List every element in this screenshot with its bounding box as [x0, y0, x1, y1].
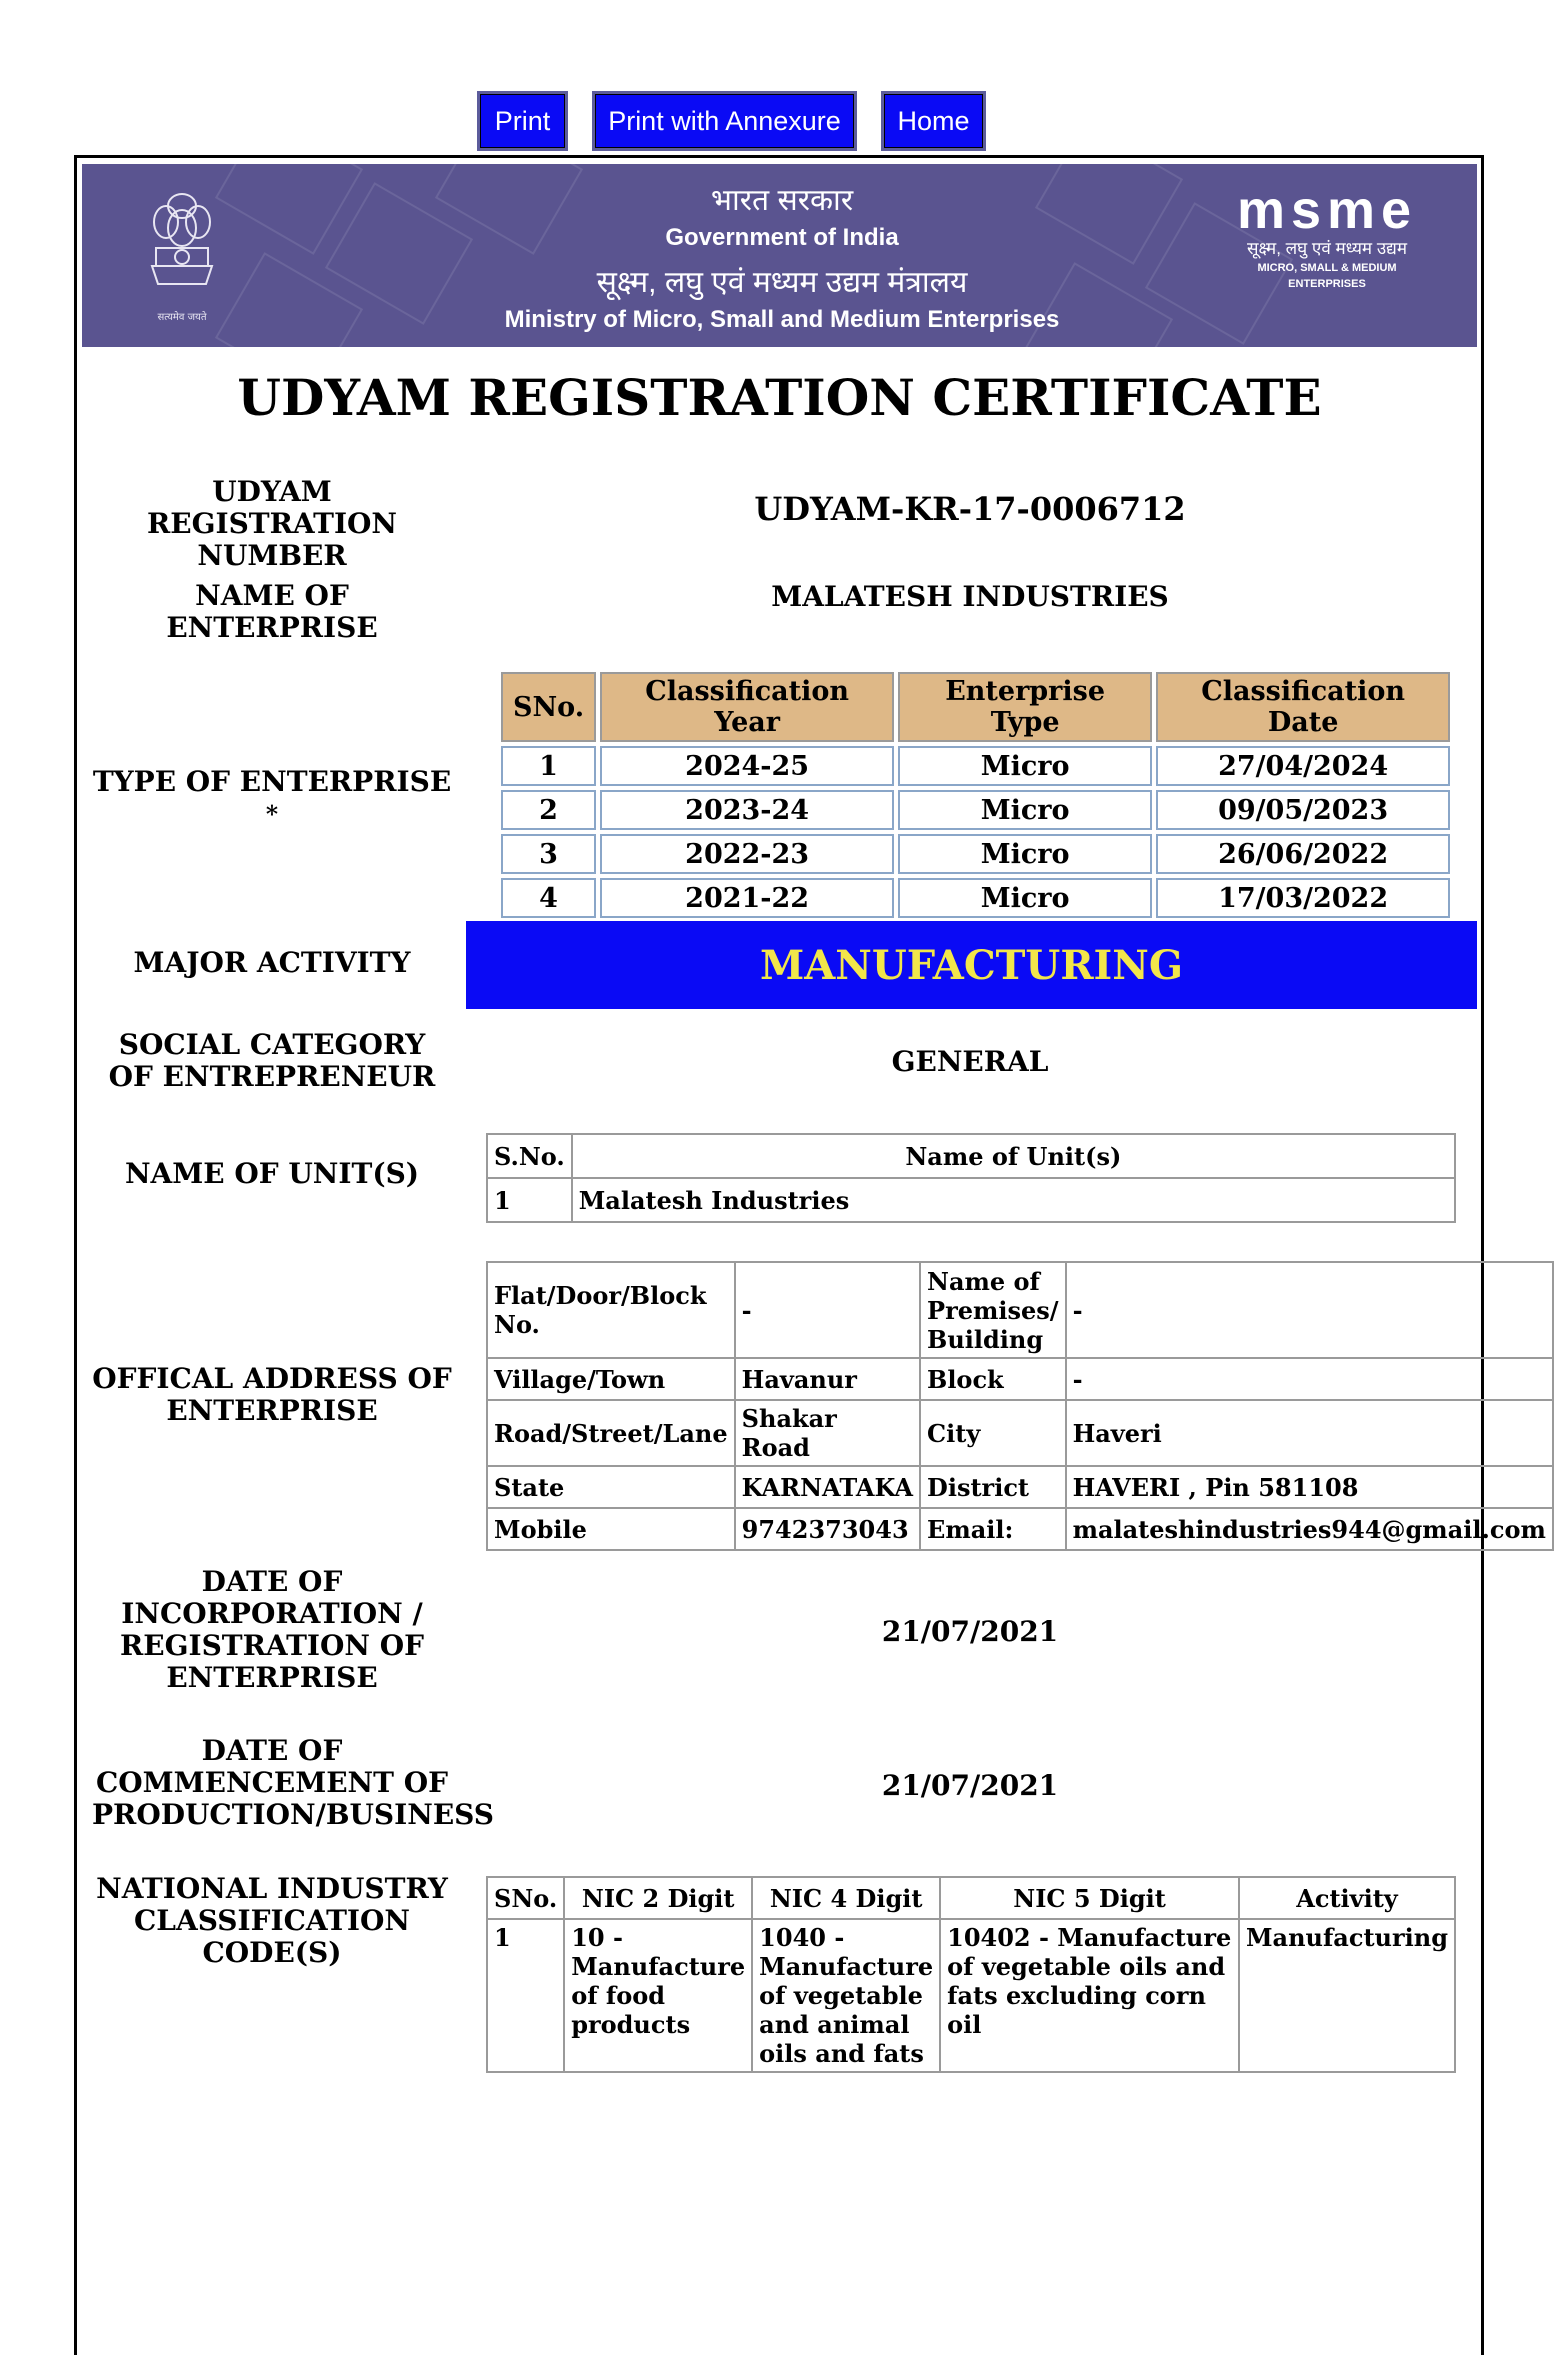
cell-date: 17/03/2022: [1156, 878, 1450, 918]
block-value: -: [1066, 1358, 1553, 1400]
cell-nic-2: 10 - Manufacture of food products: [564, 1919, 752, 2072]
unit-names-table: [486, 1133, 1456, 1223]
mobile-label: Mobile: [487, 1508, 735, 1550]
city-value: Haveri: [1066, 1400, 1553, 1466]
col-sno: S.No.: [487, 1134, 572, 1178]
enterprise-name-value: MALATESH INDUSTRIES: [771, 580, 1169, 613]
flat-label: Flat/Door/Block No.: [487, 1262, 735, 1358]
certificate-title: UDYAM REGISTRATION CERTIFICATE: [237, 368, 1322, 427]
table-row: [487, 1262, 1553, 1358]
cell-year: 2022-23: [600, 834, 894, 874]
reg-number-label: UDYAM REGISTRATION NUMBER: [146, 475, 398, 572]
print-with-annexure-button[interactable]: Print with Annexure: [592, 91, 857, 151]
home-button[interactable]: Home: [881, 91, 986, 151]
ministry-banner: [82, 164, 1477, 347]
road-value: Shakar Road: [735, 1400, 920, 1466]
table-row: [487, 1400, 1553, 1466]
banner-govt-of-india: Government of India: [665, 224, 899, 251]
type-label-text: TYPE OF ENTERPRISE: [92, 765, 452, 798]
col-unit-name: Name of Unit(s): [572, 1134, 1455, 1178]
road-label: Road/Street/Lane: [487, 1400, 735, 1466]
social-category-label: SOCIAL CATEGORY OF ENTREPRENEUR: [108, 1028, 436, 1093]
major-activity-value: MANUFACTURING: [466, 921, 1477, 1009]
cell-year: 2023-24: [600, 790, 894, 830]
cell-type: Micro: [898, 790, 1152, 830]
col-nic-2: NIC 2 Digit: [564, 1877, 752, 1919]
classification-table: [497, 668, 1454, 922]
cell-sno: 1: [487, 1919, 564, 2072]
premises-value: -: [1066, 1262, 1553, 1358]
table-row: [487, 1466, 1553, 1508]
flat-value: -: [735, 1262, 920, 1358]
cell-date: 27/04/2024: [1156, 746, 1450, 786]
village-value: Havanur: [735, 1358, 920, 1400]
banner-ministry: Ministry of Micro, Small and Medium Enterprises: [504, 306, 1060, 333]
col-enterprise-type: Enterprise Type: [898, 672, 1152, 742]
district-value: HAVERI , Pin 581108: [1066, 1466, 1553, 1508]
print-button[interactable]: Print: [477, 91, 568, 151]
cell-date: 26/06/2022: [1156, 834, 1450, 874]
msme-logo-text: msme: [1236, 180, 1418, 240]
reg-number-value: UDYAM-KR-17-0006712: [754, 490, 1186, 528]
cell-nic-4: 1040 - Manufacture of vegetable and animal oils and fats: [752, 1919, 940, 2072]
msme-logo: [1222, 182, 1432, 292]
table-row: [487, 1358, 1553, 1400]
commencement-date-label: DATE OF COMMENCEMENT OF PRODUCTION/BUSINESS: [92, 1734, 495, 1831]
enterprise-name-label: NAME OF ENTERPRISE: [166, 579, 378, 644]
table-row: [487, 1178, 1455, 1222]
col-nic-4: NIC 4 Digit: [752, 1877, 940, 1919]
mobile-value: 9742373043: [735, 1508, 920, 1550]
nic-codes-label: NATIONAL INDUSTRY CLASSIFICATION CODE(S): [96, 1872, 448, 1969]
incorporation-date-value: 21/07/2021: [881, 1615, 1059, 1648]
table-row: [487, 1919, 1455, 2072]
unit-names-label: NAME OF UNIT(S): [124, 1157, 420, 1190]
national-emblem-icon: [142, 184, 222, 324]
village-label: Village/Town: [487, 1358, 735, 1400]
address-table: [486, 1261, 1554, 1551]
state-label: State: [487, 1466, 735, 1508]
block-label: Block: [920, 1358, 1066, 1400]
banner-hindi-govt: भारत सरकार: [710, 184, 854, 217]
table-row: [501, 790, 1450, 830]
cell-sno: 3: [501, 834, 596, 874]
cell-activity: Manufacturing: [1239, 1919, 1455, 2072]
cell-sno: 2: [501, 790, 596, 830]
incorporation-date-label: DATE OF INCORPORATION / REGISTRATION OF ENTERPRISE: [119, 1565, 425, 1694]
col-sno: SNo.: [487, 1877, 564, 1919]
col-activity: Activity: [1239, 1877, 1455, 1919]
banner-hindi-ministry: सूक्ष्म, लघु एवं मध्यम उद्यम मंत्रालय: [596, 266, 968, 299]
cell-year: 2024-25: [600, 746, 894, 786]
table-row: [501, 746, 1450, 786]
state-value: KARNATAKA: [735, 1466, 920, 1508]
cell-sno: 1: [501, 746, 596, 786]
nic-codes-table: [486, 1876, 1456, 2073]
cell-sno: 1: [487, 1178, 572, 1222]
type-of-enterprise-label: [92, 766, 452, 839]
commencement-date-value: 21/07/2021: [881, 1769, 1059, 1802]
email-value: malateshindustries944@gmail.com: [1066, 1508, 1553, 1550]
cell-type: Micro: [898, 834, 1152, 874]
col-classification-date: Classification Date: [1156, 672, 1450, 742]
msme-logo-english: MICRO, SMALL & MEDIUM ENTERPRISES: [1257, 262, 1397, 290]
major-activity-label: MAJOR ACTIVITY: [133, 946, 411, 979]
premises-label: Name of Premises/ Building: [920, 1262, 1066, 1358]
district-label: District: [920, 1466, 1066, 1508]
email-label: Email:: [920, 1508, 1066, 1550]
classification-header-row: [501, 672, 1450, 742]
msme-logo-hindi: सूक्ष्म, लघु एवं मध्यम उद्यम: [1246, 239, 1408, 258]
emblem-caption: सत्यमेव जयते: [157, 312, 207, 323]
nic-header-row: [487, 1877, 1455, 1919]
city-label: City: [920, 1400, 1066, 1466]
type-asterisk: *: [265, 800, 279, 828]
col-sno: SNo.: [501, 672, 596, 742]
table-row: [501, 834, 1450, 874]
cell-type: Micro: [898, 746, 1152, 786]
cell-nic-5: 10402 - Manufacture of vegetable oils and fats excluding corn oil: [940, 1919, 1239, 2072]
col-classification-year: Classification Year: [600, 672, 894, 742]
cell-year: 2021-22: [600, 878, 894, 918]
table-row: [501, 878, 1450, 918]
cell-sno: 4: [501, 878, 596, 918]
col-nic-5: NIC 5 Digit: [940, 1877, 1239, 1919]
cell-unit-name: Malatesh Industries: [572, 1178, 1455, 1222]
cell-date: 09/05/2023: [1156, 790, 1450, 830]
unit-header-row: [487, 1134, 1455, 1178]
social-category-value: GENERAL: [891, 1045, 1049, 1078]
table-row: [487, 1508, 1553, 1550]
address-label: OFFICAL ADDRESS OF ENTERPRISE: [92, 1362, 452, 1427]
cell-type: Micro: [898, 878, 1152, 918]
